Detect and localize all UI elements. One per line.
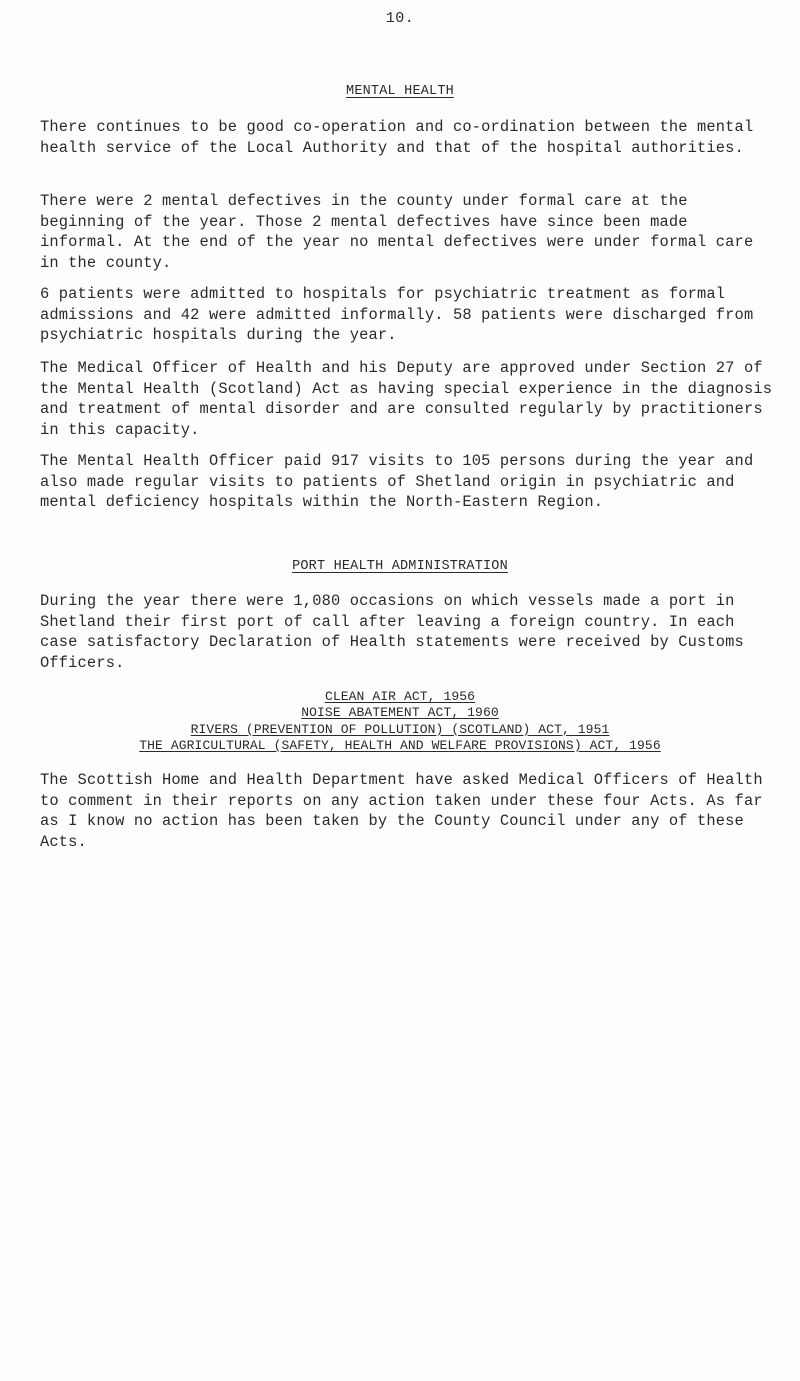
act-title-clean-air: CLEAN AIR ACT, 1956 bbox=[324, 689, 476, 704]
mental-health-paragraph-3: 6 patients were admitted to hospitals for psychiatric treatment as formal admissions and 42 were admitted informally. 58 patients were discharged from psychiatric hospitals during the year. bbox=[40, 285, 754, 344]
mental-health-heading-text: MENTAL HEALTH bbox=[346, 84, 454, 99]
mental-health-paragraph-4: The Medical Officer of Health and his Deputy are approved under Section 27 of the Mental Health (Scotland) Act as having special experience in the diagnosis and treatment of mental disorder and are consulted regularly by practitioners in this capacity. bbox=[40, 359, 773, 439]
mental-health-heading bbox=[0, 84, 800, 99]
acts-titles-block bbox=[0, 689, 800, 754]
acts-paragraph: The Scottish Home and Health Department have asked Medical Officers of Health to comment in their reports on any action taken under these four Acts. As far as I know no action has been taken by the County Council under any of these Acts. bbox=[40, 771, 763, 851]
mental-health-paragraph-1: There continues to be good co-operation and co-ordination between the mental health service of the Local Authority and that of the hospital authorities. bbox=[40, 118, 754, 157]
mental-health-paragraph-2: There were 2 mental defectives in the county under formal care at the beginning of the year. Those 2 mental defectives have since been made informal. At the end of the year no mental defectives were under formal care in the county. bbox=[40, 192, 754, 272]
port-health-paragraph: During the year there were 1,080 occasions on which vessels made a port in Shetland their first port of call after leaving a foreign country. In each case satisfactory Declaration of Health statements were received by Customs Officers. bbox=[40, 592, 744, 672]
act-title-noise-abatement: NOISE ABATEMENT ACT, 1960 bbox=[301, 705, 499, 721]
port-health-heading bbox=[0, 559, 800, 574]
mental-health-paragraph-5: The Mental Health Officer paid 917 visits to 105 persons during the year and also made regular visits to patients of Shetland origin in psychiatric and mental deficiency hospitals within the North-Eastern Region. bbox=[40, 452, 754, 511]
port-health-heading-text: PORT HEALTH ADMINISTRATION bbox=[292, 559, 508, 574]
act-title-rivers-pollution: RIVERS (PREVENTION OF POLLUTION) (SCOTLAND) ACT, 1951 bbox=[190, 721, 610, 737]
act-title-agricultural: THE AGRICULTURAL (SAFETY, HEALTH AND WELFARE PROVISIONS) ACT, 1956 bbox=[139, 737, 661, 753]
page-number: 10. bbox=[385, 10, 415, 27]
